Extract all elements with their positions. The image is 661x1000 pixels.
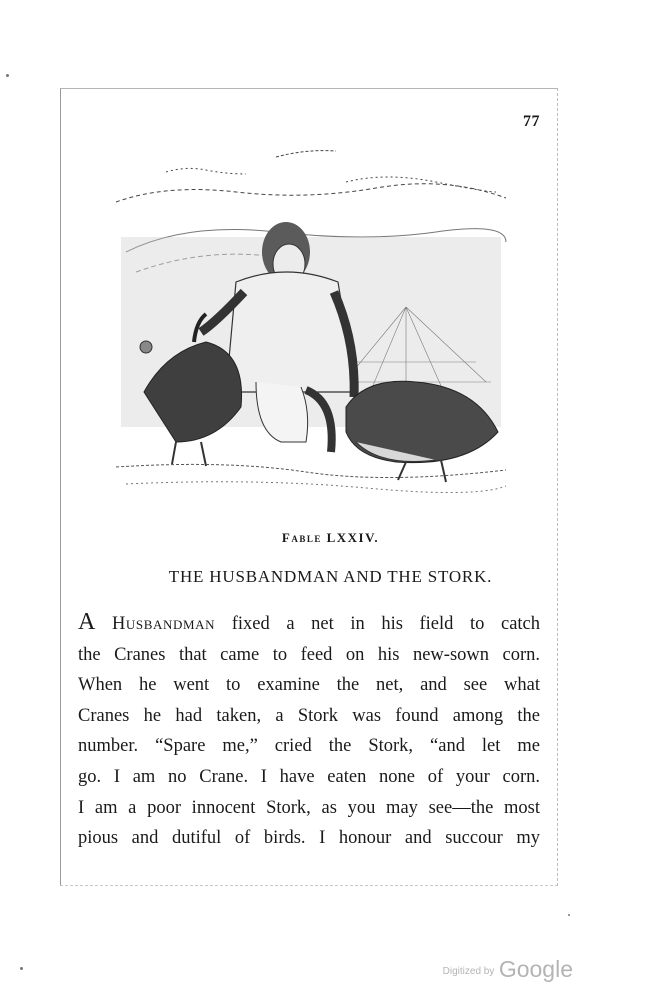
- scan-speck: [6, 74, 9, 77]
- first-line-rest: fixed a net in his field to catch: [231, 614, 541, 634]
- body-line-text: I am a poor innocent Stork, as you may see—the most: [78, 797, 540, 818]
- watermark-brand: Google: [498, 956, 573, 982]
- fable-body: [78, 607, 540, 854]
- digitized-watermark: [443, 956, 573, 983]
- fable-title: THE HUSBANDMAN AND THE STORK.: [168, 567, 493, 586]
- body-line-text: number. “Spare me,” cried the Stork, “and let me: [78, 736, 540, 757]
- first-word: Husbandman: [111, 614, 216, 634]
- scan-speck: [568, 914, 570, 916]
- body-line-text: When he went to examine the net, and see what: [78, 675, 540, 696]
- scan-speck: [20, 967, 23, 970]
- body-line: [78, 793, 540, 824]
- fable-number: Fable LXXIV.: [281, 530, 380, 545]
- body-line: [78, 701, 540, 732]
- body-line: [78, 607, 540, 640]
- body-line: [78, 670, 540, 701]
- body-line: [78, 762, 540, 793]
- engraving-illustration-icon: [106, 142, 514, 507]
- body-line-text: go. I am no Crane. I have eaten none of your corn.: [78, 766, 540, 787]
- body-line: [78, 823, 540, 854]
- body-line-text: Cranes he had taken, a Stork was found among the: [78, 705, 540, 726]
- body-line: [78, 640, 540, 671]
- page-number: 77: [523, 113, 540, 130]
- body-line-text: pious and dutiful of birds. I honour and succour my: [78, 828, 540, 849]
- body-line-text: the Cranes that came to feed on his new-sown corn.: [78, 644, 540, 665]
- watermark-prefix: Digitized by: [442, 966, 495, 977]
- drop-letter: A: [78, 609, 96, 635]
- body-line: [78, 731, 540, 762]
